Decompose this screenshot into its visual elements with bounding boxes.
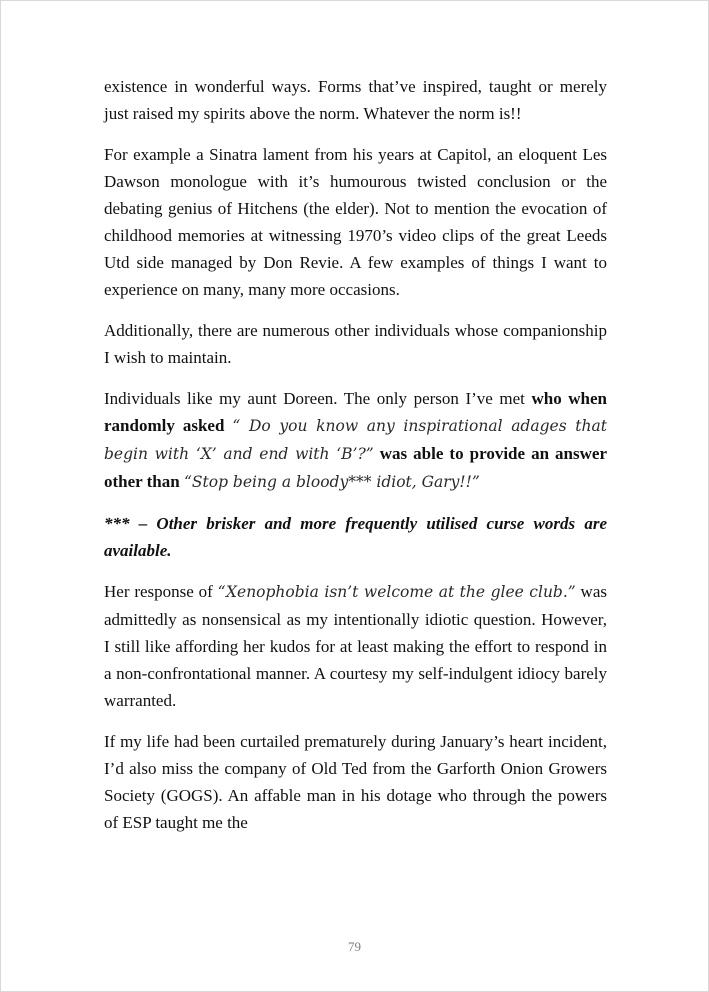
text-run-quote: “Xenophobia isn’t welcome at the glee club.” xyxy=(217,583,576,601)
text-run-quote: “ Do you know any inspirational adages that begin with ‘X’ and end with ‘B’?” xyxy=(104,417,607,463)
text-run-normal: existence in wonderful ways. Forms that’ve inspired, taught or merely just raised my spirits above the norm. Whatever the norm is!! xyxy=(104,77,607,123)
paragraph xyxy=(104,317,607,371)
text-run-normal: was admittedly as nonsensical as my intentionally idiotic question. However, I still like affording her kudos for at least making the effort to respond in a non-confrontational manner. A courtesy my self-indulgent idiocy barely warranted. xyxy=(104,582,607,710)
text-run-normal: Her response of xyxy=(104,582,218,601)
paragraph xyxy=(104,510,607,564)
text-run-bold: who when randomly asked xyxy=(104,389,607,435)
text-run-bolditalic: *** – Other brisker and more frequently utilised curse words are available. xyxy=(104,514,607,560)
text-run-normal: If my life had been curtailed prematurely during January’s heart incident, I’d also miss the company of Old Ted from the Garforth Onion Growers Society (GOGS). An affable man in his dotage who through the powers of ESP taught me the xyxy=(104,732,607,832)
paragraph xyxy=(104,578,607,714)
text-run-normal: For example a Sinatra lament from his years at Capitol, an eloquent Les Dawson monologue with it’s humourous twisted conclusion or the debating genius of Hitchens (the elder). Not to mention the evocation of childhood memories at witnessing 1970’s video clips of the great Leeds Utd side managed by Don Revie. A few examples of things I want to experience on many, many more occasions. xyxy=(104,145,607,299)
text-run-quote: “Stop being a bloody*** idiot, Gary!!” xyxy=(183,473,480,491)
page-text xyxy=(104,73,607,850)
page-number: 79 xyxy=(348,939,361,954)
text-run-normal: Individuals like my aunt Doreen. The only person I’ve met xyxy=(104,389,532,408)
paragraph xyxy=(104,385,607,496)
paragraph xyxy=(104,73,607,127)
paragraph xyxy=(104,141,607,303)
text-run-normal: Additionally, there are numerous other individuals whose companionship I wish to maintain. xyxy=(104,321,607,367)
paragraph xyxy=(104,728,607,836)
text-run-bold: was able to provide an answer other than xyxy=(104,444,607,491)
